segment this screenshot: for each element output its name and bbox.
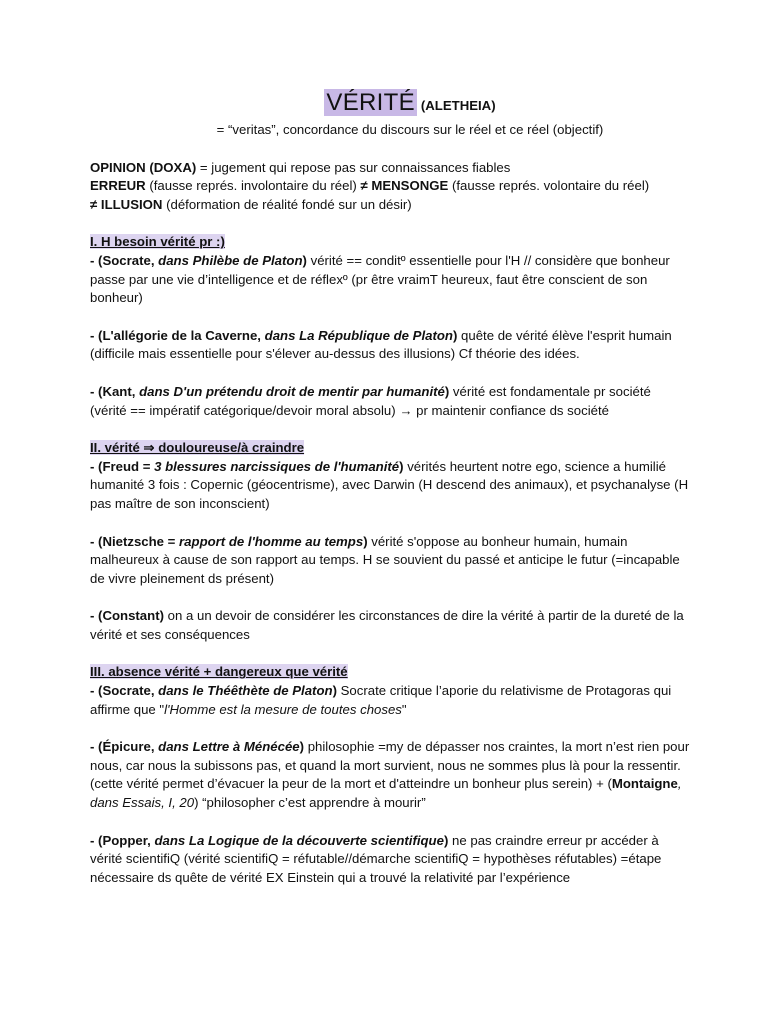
item-ref-pre: - (Kant,	[90, 383, 140, 399]
section-1-item-3	[90, 383, 690, 420]
erreur-text: (fausse représ. involontaire du réel)	[145, 178, 361, 194]
opinion-term: OPINION (DOXA)	[90, 159, 197, 175]
section-3-item-3	[90, 832, 690, 888]
item-ref-work: dans Lettre à Ménécée	[158, 739, 300, 755]
item-ref-pre: - (Épicure,	[90, 739, 159, 755]
item-ref-post: )	[363, 533, 368, 549]
item-ref-work: dans Philèbe de Platon	[158, 252, 303, 268]
item-ref-pre: - (Nietzsche =	[90, 533, 180, 549]
item-ref-post: )	[302, 252, 307, 268]
section-1-item-2	[90, 327, 690, 346]
section-3-title: III. absence vérité + dangereux que vérité	[90, 664, 348, 680]
item-ref-work: dans La République de Platon	[264, 327, 453, 343]
definition-opinion	[90, 159, 690, 178]
section-1-title: I. H besoin vérité pr :)	[90, 234, 225, 250]
definition-erreur	[90, 177, 690, 196]
page-title-sub: (ALETHEIA)	[420, 98, 496, 113]
item-text: vérité s'oppose au bonheur humain, humain malheureux à cause de son rapport au temps. H se souvient du passé et anticipe le futur (=incapable de vivre pleinement ds présent)	[90, 533, 680, 586]
section-2-item-3	[90, 607, 690, 644]
section-1-item-1	[90, 252, 690, 308]
title-line	[130, 88, 690, 121]
illusion-term: ≠ ILLUSION	[90, 196, 163, 212]
item-ref-work: dans La Logique de la découverte scientifique	[154, 832, 444, 848]
item-text: philosophie =my de dépasser nos craintes, la mort n’est rien pour nous, car nous la subissons pas, et quand la mort survient, nous ne sommes plus là pour la ressentir. (cette vérité permet d’évacuer la peur de la mort et d'atteindre un bonheur plus serein) + (	[90, 739, 690, 792]
item-ref-2: , dans Essais, I, 20	[90, 776, 682, 811]
mensonge-term: ≠ MENSONGE	[360, 178, 449, 194]
item-ref-pre: - (Freud =	[90, 458, 155, 474]
item-text: vérités heurtent notre ego, science a humilié humanité 3 fois : Copernic (géocentrisme), avec Darwin (H descend des animaux), et psychanalyse (H pas maître de son inconscient)	[90, 458, 689, 511]
item-ref-work: dans le Théêthète de Platon	[158, 683, 333, 699]
item-text: on a un devoir de considérer les circonstances de dire la vérité à partir de la dureté de la vérité et ses conséquences	[90, 608, 684, 642]
mensonge-text: (fausse représ. volontaire du réel)	[448, 178, 650, 194]
item-text: vérité est fondamentale pr société (vérité == impératif catégorique/devoir moral absolu) → pr maintenir confiance ds société	[90, 383, 651, 418]
section-heading-1	[90, 233, 690, 252]
section-heading-3	[90, 663, 690, 682]
item-ref-work: rapport de l'homme au temps	[179, 533, 364, 549]
item-ref-post: )	[332, 683, 337, 699]
item-ref-pre: - (Popper,	[90, 832, 155, 848]
item-ref-work: dans D'un prétendu droit de mentir par humanité	[139, 383, 445, 399]
item-text: ne pas craindre erreur pr accéder à vérité scientifiQ (vérité scientifiQ = réfutable//démarche scientifiQ = hypothèses réfutables) =étape nécessaire ds quête de vérité EX Einstein qui a trouvé la relativité par l’expérience	[90, 832, 662, 885]
section-2-item-1	[90, 458, 690, 514]
item-ref-post: )	[399, 458, 404, 474]
item-ref-pre: - (Constant)	[90, 608, 164, 624]
item-ref-post: )	[452, 327, 458, 343]
section-1-item-2-continued: (difficile mais essentielle pour s'élever au-dessus des illusions) Cf théorie des idées.	[90, 346, 580, 362]
item-ref-work: 3 blessures narcissiques de l'humanité	[154, 458, 400, 474]
item-ref-pre: - (L'allégorie de la Caverne,	[90, 327, 265, 343]
page-subtitle: = “veritas”, concordance du discours sur le réel et ce réel (objectif)	[216, 122, 604, 137]
item-text-end: ) “philosopher c’est apprendre à mourir”	[194, 795, 426, 811]
item-ref-post: )	[444, 383, 450, 399]
section-heading-2	[90, 439, 690, 458]
item-quote-end: "	[401, 701, 407, 717]
item-name-2: Montaigne	[611, 776, 678, 792]
section-2-title: II. vérité ⇒ douloureuse/à craindre	[90, 440, 305, 456]
document-page	[90, 88, 690, 887]
section-3-item-2	[90, 738, 690, 812]
section-3-item-1	[90, 682, 690, 719]
definition-illusion	[90, 196, 690, 215]
item-ref-pre: - (Socrate,	[90, 683, 159, 699]
erreur-term: ERREUR	[90, 178, 146, 194]
page-title: VÉRITÉ	[326, 89, 415, 116]
item-text: Socrate critique l’aporie du relativisme de Protagoras qui affirme que "	[90, 683, 672, 717]
item-ref-post: )	[443, 832, 449, 848]
section-2-item-2	[90, 533, 690, 589]
item-ref-pre: - (Socrate,	[90, 252, 159, 268]
item-quote: l'Homme est la mesure de toutes choses	[164, 701, 402, 717]
item-text: vérité == conditº essentielle pour l'H // considère que bonheur passe par une vie d’intelligence et de réflexº (pr être vraimT heureux, faut être conscient de son bonheur)	[90, 252, 670, 306]
item-ref-post: )	[299, 739, 305, 755]
item-text: quête de vérité élève l'esprit humain	[457, 327, 672, 343]
opinion-text: = jugement qui repose pas sur connaissances fiables	[196, 159, 511, 175]
illusion-text: (déformation de réalité fondé sur un désir)	[162, 196, 412, 212]
